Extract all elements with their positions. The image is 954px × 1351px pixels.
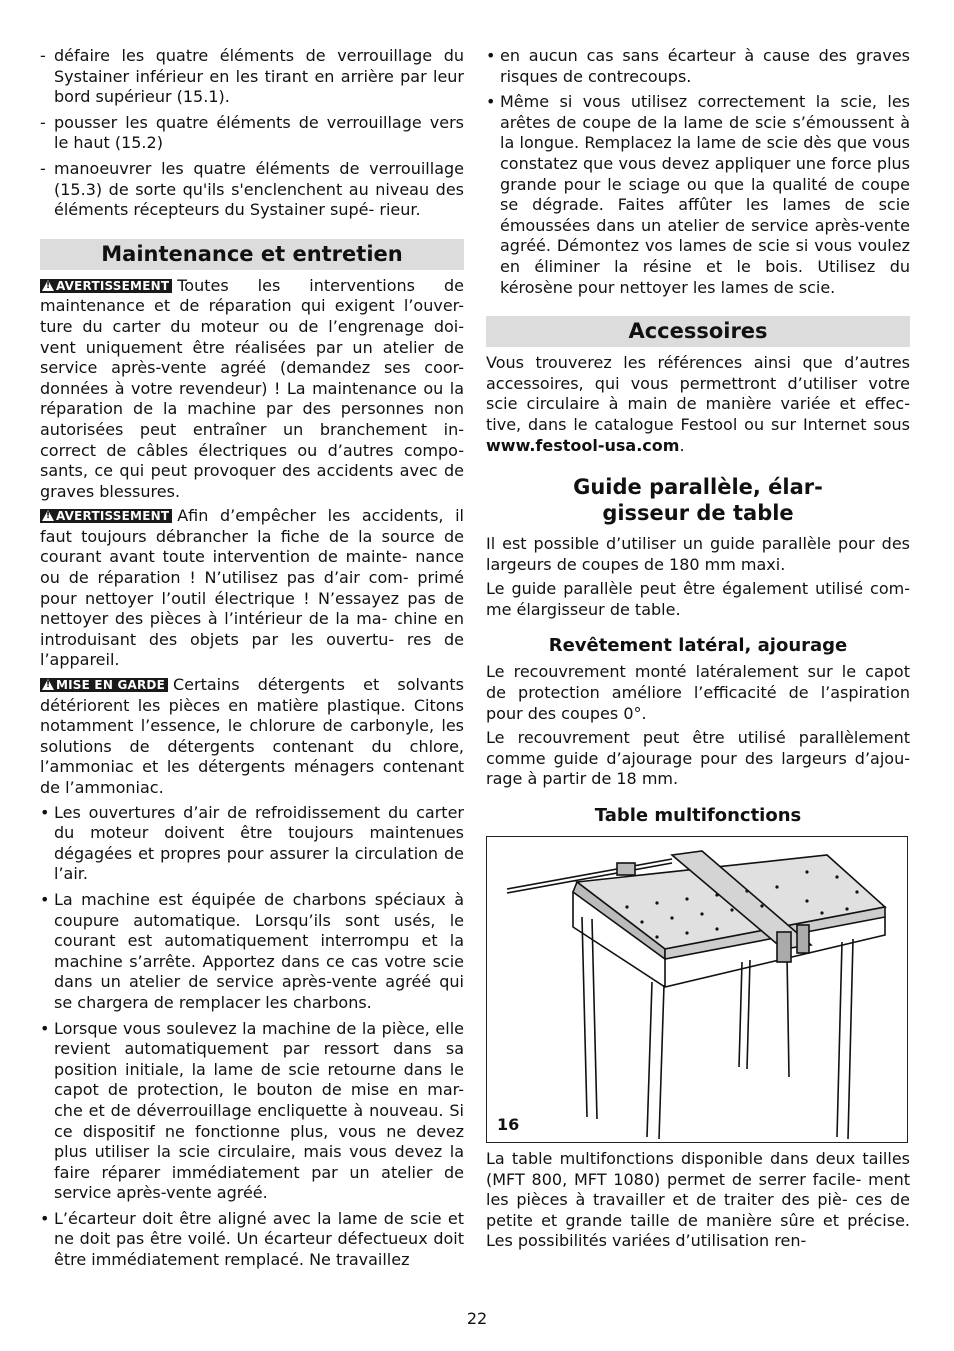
list-item: - pousser les quatre éléments de verrouillage vers le haut (15.2) bbox=[40, 113, 464, 154]
warning-triangle-icon bbox=[42, 510, 54, 521]
accessoires-paragraph: Vous trouverez les références ainsi que d’autres accessoires, qui vous permettront d’utiliser votre scie circulaire à main de manière variée et effec- tive, dans le catalogue Festool ou sur Internet sous www.festool-usa.com. bbox=[486, 353, 910, 455]
section-heading-table: Table multifonctions bbox=[594, 805, 802, 827]
table-paragraph: La table multifonctions disponible dans deux tailles (MFT 800, MFT 1080) permet de serrer facile- ment les pièces à travailler et de traiter des piè- ces de petite et grande taille de manière sûre et précise. Les possibilités variées d’utilisation ren- bbox=[486, 1149, 910, 1251]
left-column bbox=[40, 46, 464, 1276]
section-heading-accessoires: Accessoires bbox=[486, 316, 910, 347]
figure-number: 16 bbox=[497, 1115, 520, 1135]
list-item: - manoeuvrer les quatre éléments de verrouillage (15.3) de sorte qu'ils s'enclenchent au niveau des éléments récepteurs du Systainer supé- rieur. bbox=[40, 159, 464, 221]
list-item: • La machine est équipée de charbons spéciaux à coupure automatique. Lorsqu’ils sont usés, le courant est automatiquement interrompu et la machine s’arrête. Apportez dans ce cas votre scie dans un atelier de service après-vente agréé qui se chargera de remplacer les charbons. bbox=[40, 890, 464, 1014]
multifunction-table-figure bbox=[486, 836, 908, 1143]
caution-badge: !MISE EN GARDE bbox=[40, 678, 168, 692]
guide-paragraph-1: Il est possible d’utiliser un guide parallèle pour des largeurs de coupes de 180 mm maxi. bbox=[486, 534, 910, 574]
caution-paragraph: !MISE EN GARDE Certains détergents et solvants détériorent les pièces en matière plastique. Citons notamment l’essence, le chlorure de carbonyle, les solutions de détergents contenant du chlore, l’ammoniac et les détergents ménagers contenant de l’ammoniac. bbox=[40, 675, 464, 799]
festool-link[interactable]: www.festool-usa.com bbox=[486, 435, 680, 455]
right-column bbox=[486, 46, 910, 1256]
list-item: • Les ouvertures d’air de refroidissement du carter du moteur doivent être toujours maintenues dégagées et propres pour assurer la circulation de l’air. bbox=[40, 803, 464, 885]
list-item: • L’écarteur doit être aligné avec la lame de scie et ne doit pas être voilé. Un écarteur défectueux doit être immédiatement remplacé. Ne travaillez bbox=[40, 1209, 464, 1271]
list-item: - défaire les quatre éléments de verrouillage du Systainer inférieur en les tirant en arrière par leur bord supérieur (15.1). bbox=[40, 46, 464, 108]
revetement-paragraph-2: Le recouvrement peut être utilisé parallèlement comme guide d’ajourage pour des largeurs d’ajou- rage à partir de 18 mm. bbox=[486, 728, 910, 789]
section-heading-maintenance: Maintenance et entretien bbox=[40, 239, 464, 270]
section-heading-guide: Guide parallèle, élar- gisseur de table bbox=[573, 475, 823, 526]
warning-paragraph-1: !AVERTISSEMENT Toutes les interventions de maintenance et de réparation qui exigent l’ouver- ture du carter du moteur ou de l’engrenage doi- vent uniquement être réalisées par un atelier de service après-vente agréé (demandez ses coor- données à votre revendeur) ! La maintenance ou la réparation de la machine par des personnes non autorisées peut entraîner un branchement in- correct de câbles électriques ou d’autres compo- sants, ce qui peut provoquer des accidents avec de graves blessures. bbox=[40, 276, 464, 503]
warning-badge: !AVERTISSEMENT bbox=[40, 509, 172, 523]
multifunction-table-illustration bbox=[487, 837, 907, 1142]
list-item-continued: • en aucun cas sans écarteur à cause des graves risques de contrecoups. bbox=[486, 46, 910, 87]
page-number: 22 bbox=[466, 1309, 488, 1328]
warning-triangle-icon bbox=[42, 280, 54, 291]
warning-badge: !AVERTISSEMENT bbox=[40, 279, 172, 293]
warning-paragraph-2: !AVERTISSEMENT Afin d’empêcher les accidents, il faut toujours débrancher la fiche de la source de courant avant toute intervention de mainte- nance ou de réparation ! N’utilisez pas d’air com- primé pour nettoyer l’outil électrique ! N’essayez pas de nettoyer des pièces à l’intérieur de la ma- chine en introduisant des objets par les ouvertu- res de l’appareil. bbox=[40, 506, 464, 671]
list-item: • Même si vous utilisez correctement la scie, les arêtes de coupe de la lame de scie s’émoussent à la longue. Remplacez la lame de scie dès que vous constatez que vous devez appliquer une force plus grande pour le sciage ou que la qualité de coupe se dégrade. Faites affûter les lames de scie émoussées dans un atelier de service après-vente agréé. Démontez vos lames de scie si vous voulez en éliminer la résine et le bois. Utilisez du kérosène pour nettoyer les lames de scie. bbox=[486, 92, 910, 298]
revetement-paragraph-1: Le recouvrement monté latéralement sur le capot de protection améliore l’efficacité de l’aspiration pour des coupes 0°. bbox=[486, 662, 910, 723]
guide-paragraph-2: Le guide parallèle peut être également utilisé com- me élargisseur de table. bbox=[486, 579, 910, 619]
list-item: • Lorsque vous soulevez la machine de la pièce, elle revient automatiquement par ressort dans sa position initiale, la lame de scie retourne dans le capot de protection, le bouton de mise en mar- che et de déverrouillage encliquette à nouveau. Si ce dispositif ne fonctionne plus, vous ne devez plus utiliser la scie circulaire, mais vous devez la faire réparer immédiatement par un atelier de service après-vente agréé. bbox=[40, 1019, 464, 1204]
section-heading-revetement: Revêtement latéral, ajourage bbox=[548, 635, 848, 657]
warning-triangle-icon bbox=[42, 679, 54, 690]
